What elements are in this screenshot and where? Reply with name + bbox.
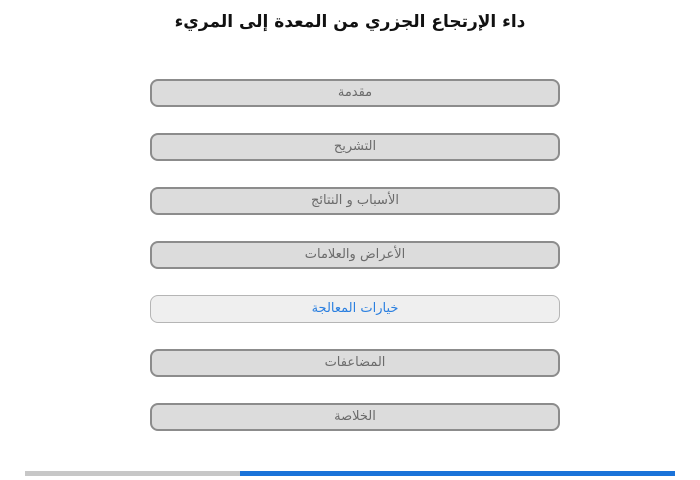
- menu-item-treatment-options[interactable]: خيارات المعالجة: [150, 295, 560, 323]
- menu-item-introduction[interactable]: مقدمة: [150, 79, 560, 107]
- menu-item-summary[interactable]: الخلاصة: [150, 403, 560, 431]
- progress-bar: [25, 471, 675, 476]
- chapter-menu: [150, 79, 560, 457]
- page-title: داء الإرتجاع الجزري من المعدة إلى المريء: [174, 12, 526, 32]
- menu-item-anatomy[interactable]: التشريح: [150, 133, 560, 161]
- progress-bar-fill: [240, 471, 676, 476]
- menu-item-complications[interactable]: المضاعفات: [150, 349, 560, 377]
- menu-item-symptoms-and-signs[interactable]: الأعراض والعلامات: [150, 241, 560, 269]
- menu-item-causes-and-effects[interactable]: الأسباب و النتائج: [150, 187, 560, 215]
